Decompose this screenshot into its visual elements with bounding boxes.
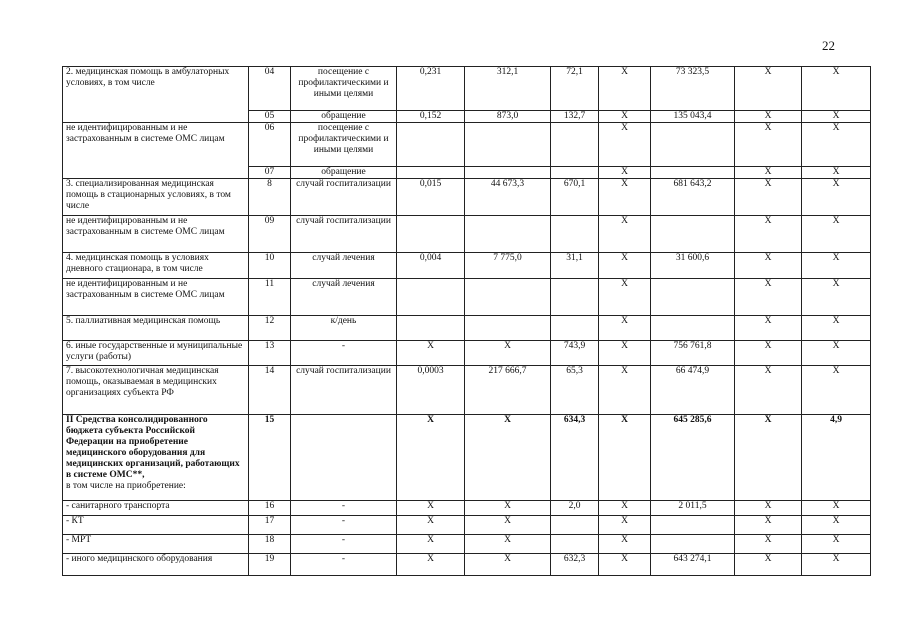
cell: 0,231 [397,67,465,111]
cell: X [735,341,802,366]
cell: 31,1 [551,253,599,279]
cell: X [465,535,551,554]
row-name: 3. специализированная медицинская помощь в стационарных условиях, в том числе [63,179,249,216]
cell [551,516,599,535]
cell [465,216,551,253]
row-unit: - [291,501,397,516]
cell: X [465,341,551,366]
row-unit: случай лечения [291,279,397,316]
table-row [63,316,871,341]
cell: X [802,67,871,111]
row-name: 4. медицинская помощь в условиях дневного стационара, в том числе [63,253,249,279]
cell [465,279,551,316]
cell: X [735,123,802,167]
cell: X [599,216,651,253]
cell: X [599,554,651,576]
table-row [63,216,871,253]
row-name: не идентифицированным и не застрахованным в системе ОМС лицам [63,123,249,179]
cell [397,123,465,167]
row-unit: к/день [291,316,397,341]
row-name: не идентифицированным и не застрахованным в системе ОМС лицам [63,279,249,316]
row-name [63,415,249,501]
row-code: 06 [249,123,291,167]
table-row [63,123,871,167]
cell [651,167,735,179]
cell: X [599,341,651,366]
cell: X [397,341,465,366]
cell [651,279,735,316]
cell: X [735,179,802,216]
row-code: 11 [249,279,291,316]
cell: 632,3 [551,554,599,576]
cell: 65,3 [551,366,599,415]
cell: 73 323,5 [651,67,735,111]
cell: 0,152 [397,111,465,123]
cell: 743,9 [551,341,599,366]
cell: X [802,167,871,179]
row-unit: случай госпитализации [291,179,397,216]
cell: X [802,341,871,366]
cell: 681 643,2 [651,179,735,216]
cell: X [735,167,802,179]
cell: X [599,67,651,111]
cell: X [465,516,551,535]
row-code: 17 [249,516,291,535]
row-name: - иного медицинского оборудования [63,554,249,576]
cell: X [802,501,871,516]
cell: 873,0 [465,111,551,123]
cell [651,516,735,535]
row-unit: - [291,341,397,366]
row-unit: - [291,516,397,535]
row-code: 8 [249,179,291,216]
cell [465,316,551,341]
table-row [63,501,871,516]
row-code: 14 [249,366,291,415]
cell [551,216,599,253]
cell: X [599,316,651,341]
cell [397,316,465,341]
cell: 0,004 [397,253,465,279]
cell: X [397,415,465,501]
row-code: 10 [249,253,291,279]
cell: 217 666,7 [465,366,551,415]
cell: X [397,554,465,576]
cell: X [397,535,465,554]
row-unit: случай госпитализации [291,216,397,253]
row-unit: - [291,535,397,554]
cell [465,167,551,179]
row-name: - санитарного транспорта [63,501,249,516]
cell: X [735,111,802,123]
cell [651,535,735,554]
cell: X [735,279,802,316]
cell: 7 775,0 [465,253,551,279]
row-name-tail: в том числе на приобретение: [66,481,186,491]
cell: 0,0003 [397,366,465,415]
row-unit: - [291,554,397,576]
cell: X [802,516,871,535]
row-unit [291,415,397,501]
table-row [63,179,871,216]
row-unit: обращение [291,167,397,179]
table-row [63,341,871,366]
cell: X [735,253,802,279]
cell [651,123,735,167]
row-code: 07 [249,167,291,179]
row-code: 13 [249,341,291,366]
cell [551,279,599,316]
cell: X [735,554,802,576]
cell: X [802,123,871,167]
cell [651,316,735,341]
cell: X [802,535,871,554]
cell: X [735,216,802,253]
cell: X [599,366,651,415]
row-name: - МРТ [63,535,249,554]
cell: X [735,501,802,516]
cell: X [802,179,871,216]
cell: 72,1 [551,67,599,111]
table-row [63,554,871,576]
row-name: 2. медицинская помощь в амбулаторных условиях, в том числе [63,67,249,123]
row-unit: посещение с профилактическими и иными целями [291,123,397,167]
row-name: 6. иные государственные и муниципальные услуги (работы) [63,341,249,366]
cell: 756 761,8 [651,341,735,366]
cell: 132,7 [551,111,599,123]
cell [465,123,551,167]
cell: 312,1 [465,67,551,111]
cell: X [735,67,802,111]
cell: X [735,535,802,554]
cell [397,167,465,179]
cell [397,279,465,316]
table-row [63,253,871,279]
cell: X [599,123,651,167]
cell: X [802,366,871,415]
table-row [63,415,871,501]
row-code: 15 [249,415,291,501]
row-code: 18 [249,535,291,554]
cell: X [802,216,871,253]
cell: 670,1 [551,179,599,216]
cell: X [802,279,871,316]
row-name: - КТ [63,516,249,535]
cell [551,123,599,167]
cell: 31 600,6 [651,253,735,279]
cell: X [397,501,465,516]
page-number: 22 [822,38,835,53]
cell: X [599,415,651,501]
row-unit: случай госпитализации [291,366,397,415]
cell: 645 285,6 [651,415,735,501]
row-code: 16 [249,501,291,516]
cell: 135 043,4 [651,111,735,123]
cell: 643 274,1 [651,554,735,576]
cell: X [735,316,802,341]
cell: X [599,535,651,554]
cell: X [599,516,651,535]
cell: X [735,415,802,501]
row-name-bold: II Средства консолидированного бюджета субъекта Российской Федерации на приобретение медицинского оборудования для медицинских организаций, работающих в системе ОМС**, [66,415,240,480]
cell [397,216,465,253]
cell: X [802,316,871,341]
table-row [63,366,871,415]
table-row [63,535,871,554]
cell: 634,3 [551,415,599,501]
cell: X [599,253,651,279]
cell: X [599,279,651,316]
cell [551,316,599,341]
cell: 44 673,3 [465,179,551,216]
cell: X [802,554,871,576]
row-unit: посещение с профилактическими и иными целями [291,67,397,111]
cell: X [802,253,871,279]
cell [551,535,599,554]
cell: X [397,516,465,535]
cell: X [802,111,871,123]
cell: 2,0 [551,501,599,516]
cell: 4,9 [802,415,871,501]
row-code: 12 [249,316,291,341]
row-code: 09 [249,216,291,253]
cell: X [465,501,551,516]
cell: X [735,366,802,415]
cell: X [599,179,651,216]
row-name: 7. высокотехнологичная медицинская помощь, оказываемая в медицинских организациях субъекта РФ [63,366,249,415]
row-name: 5. паллиативная медицинская помощь [63,316,249,341]
cell [551,167,599,179]
cell [651,216,735,253]
cell: X [465,415,551,501]
cell: 2 011,5 [651,501,735,516]
cell: X [599,111,651,123]
row-code: 19 [249,554,291,576]
funding-table [62,66,871,576]
cell: X [599,501,651,516]
cell: 66 474,9 [651,366,735,415]
row-unit: случай лечения [291,253,397,279]
cell: X [735,516,802,535]
row-unit: обращение [291,111,397,123]
row-code: 05 [249,111,291,123]
row-name: не идентифицированным и не застрахованным в системе ОМС лицам [63,216,249,253]
table-row [63,516,871,535]
row-code: 04 [249,67,291,111]
cell: 0,015 [397,179,465,216]
cell: X [599,167,651,179]
table-row [63,279,871,316]
cell: X [465,554,551,576]
table-row [63,67,871,111]
